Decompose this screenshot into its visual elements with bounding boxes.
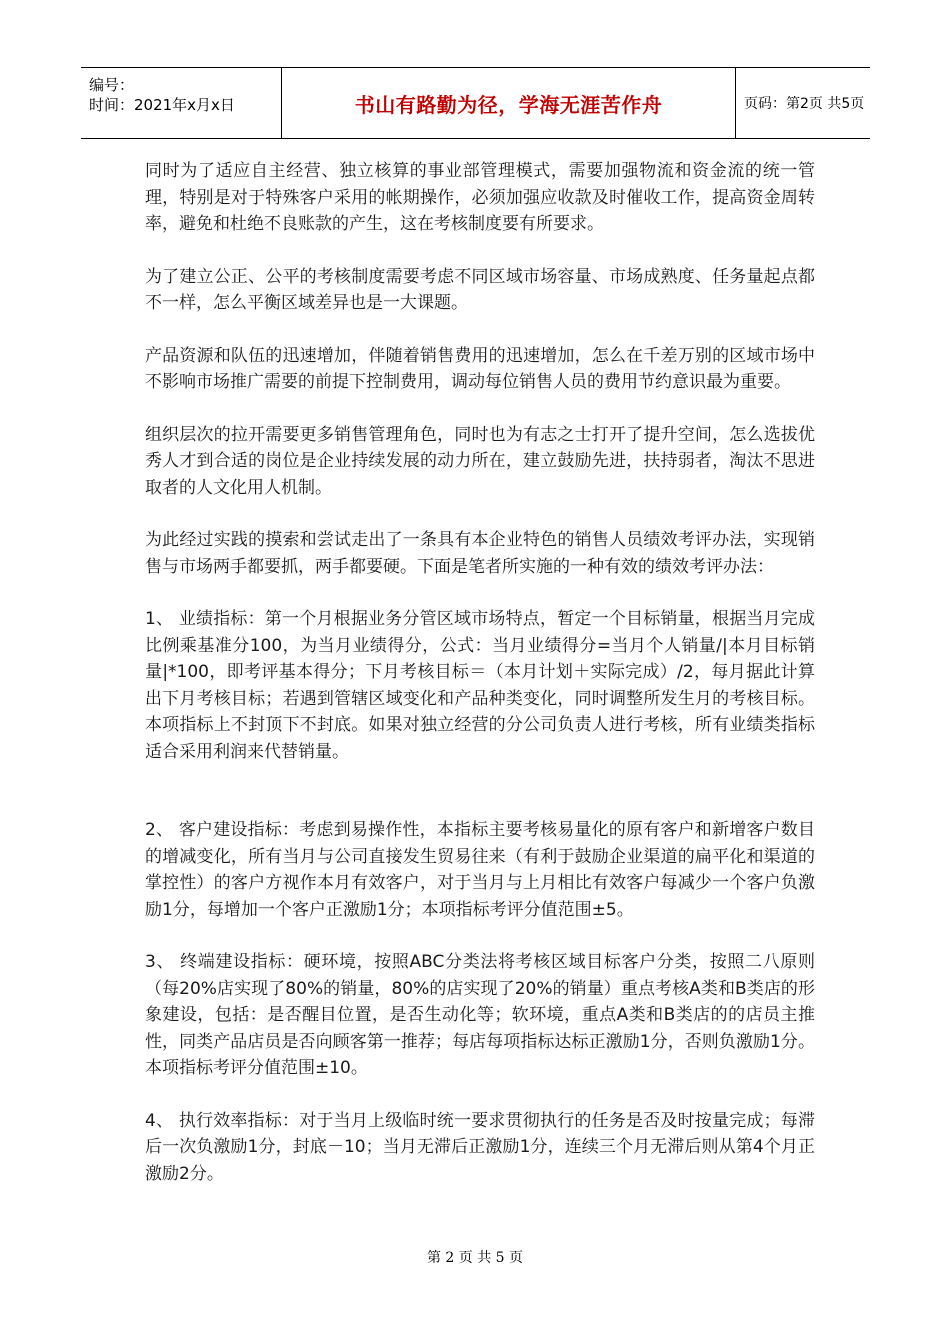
paragraph: 为此经过实践的摸索和尝试走出了一条具有本企业特色的销售人员绩效考评办法，实现销售与市场两手都要抓，两手都要硬。下面是笔者所实施的一种有效的绩效考评办法： [145, 530, 815, 577]
paragraph: 为了建立公正、公平的考核制度需要考虑不同区域市场容量、市场成熟度、任务量起点都不一样，怎么平衡区域差异也是一大课题。 [145, 266, 815, 313]
indicator-terminal-building: 3、 终端建设指标：硬环境，按照ABC分类法将考核区域目标客户分类，按照二八原则（每20%店实现了80%的销量，80%的店实现了20%的销量）重点考核A类和B类店的形象建设，包括：是否醒目位置，是否生动化等；软环境，重点A类和B类店的的店员主推性，同类产品店员是否向顾客第一推荐；每店每项指标达标正激励1分，否则负激励1分。本项指标考评分值范围±10。 [145, 952, 815, 1078]
indicator-performance: 1、 业绩指标：第一个月根据业务分管区域市场特点，暂定一个目标销量，根据当月完成比例乘基准分100，为当月业绩得分，公式：当月业绩得分=当月个人销量/|本月目标销量|*100，即考评基本得分；下月考核目标＝（本月计划＋实际完成）/2，每月据此计算出下月考核目标；若遇到管辖区域变化和产品种类变化，同时调整所发生月的考核目标。本项指标上不封顶下不封底。如果对独立经营的分公司负责人进行考核，所有业绩类指标适合采用利润来代替销量。 [145, 609, 815, 762]
paragraph: 同时为了适应自主经营、独立核算的事业部管理模式，需要加强物流和资金流的统一管理，特别是对于特殊客户采用的帐期操作，必须加强应收款及时催收工作，提高资金周转率，避免和杜绝不良账款的产生，这在考核制度要有所要求。 [145, 161, 815, 234]
document-time-label: 时间：2021年x月x日 [89, 96, 235, 114]
document-number-label: 编号： [89, 76, 135, 94]
header-motto: 书山有路勤为径，学海无涯苦作舟 [354, 92, 663, 117]
paragraph: 产品资源和队伍的迅速增加，伴随着销售费用的迅速增加，怎么在千差万别的区域市场中不影响市场推广需要的前提下控制费用，调动每位销售人员的费用节约意识最为重要。 [145, 345, 815, 392]
paragraph: 组织层次的拉开需要更多销售管理角色，同时也为有志之士打开了提升空间，怎么选拔优秀人才到合适的岗位是企业持续发展的动力所在，建立鼓励先进，扶持弱者，淘汰不思进取者的人文化用人机制。 [145, 424, 815, 498]
header-page-cell [736, 68, 870, 138]
indicator-execution-efficiency: 4、 执行效率指标：对于当月上级临时统一要求贯彻执行的任务是否及时按量完成；每滞后一次负激励1分，封底－10；当月无滞后正激励1分，连续三个月无滞后则从第4个月正激励2分。 [145, 1110, 815, 1184]
page-footer: 第 2 页 共 5 页 [426, 1250, 524, 1266]
page-header [81, 67, 870, 139]
document-body [145, 158, 815, 1213]
header-meta-cell [81, 68, 282, 138]
header-page-number: 页码：第2页 共5页 [744, 96, 865, 112]
header-motto-cell [282, 68, 736, 138]
indicator-customer-building: 2、 客户建设指标：考虑到易操作性，本指标主要考核易量化的原有客户和新增客户数目的增减变化，所有当月与公司直接发生贸易往来（有利于鼓励企业渠道的扁平化和渠道的掌控性）的客户方视作本月有效客户，对于当月与上月相比有效客户每减少一个客户负激励1分，每增加一个客户正激励1分；本项指标考评分值范围±5。 [145, 820, 815, 920]
